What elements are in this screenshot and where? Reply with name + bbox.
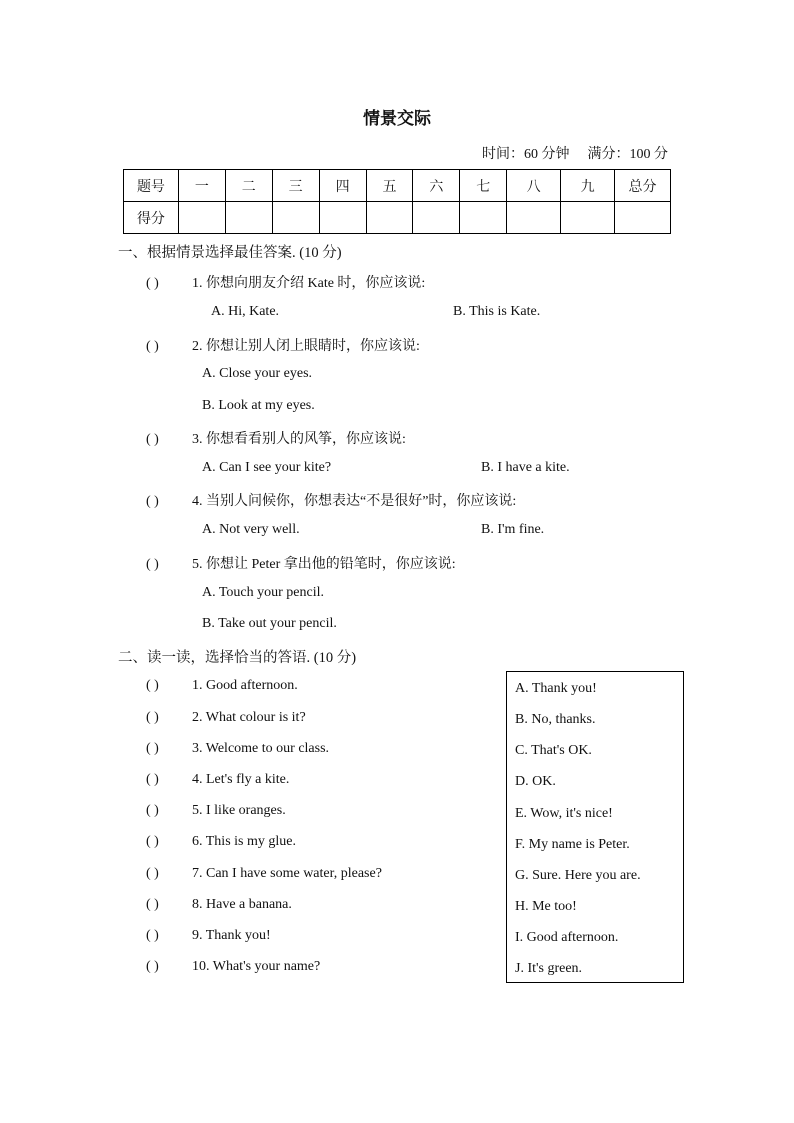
s1-q3-option-b: B. I have a kite.	[481, 460, 570, 475]
score-cell[interactable]	[178, 202, 225, 234]
question-text: 5. I like oranges.	[192, 803, 286, 818]
score-cell[interactable]	[460, 202, 507, 234]
s2-question-8	[146, 897, 292, 913]
score-table-score-row	[124, 202, 671, 234]
question-text: 4. 当别人问候你，你想表达“不是很好”时，你应该说:	[192, 494, 517, 509]
score-header-cell: 九	[561, 170, 615, 202]
exam-meta	[0, 143, 668, 163]
s2-question-3	[146, 741, 329, 757]
score-cell[interactable]	[319, 202, 366, 234]
answer-blank[interactable]: ( )	[146, 557, 159, 572]
question-text: 3. Welcome to our class.	[192, 741, 330, 756]
page-title: 情景交际	[363, 109, 431, 129]
score-table	[123, 169, 671, 234]
answer-option: F. My name is Peter.	[515, 837, 630, 852]
s1-q4-option-b: B. I'm fine.	[481, 522, 545, 537]
s1-q2-option-a: A. Close your eyes.	[202, 366, 313, 381]
score-cell[interactable]	[272, 202, 319, 234]
answer-blank[interactable]: ( )	[146, 959, 159, 974]
question-text: 8. Have a banana.	[192, 897, 292, 912]
answer-blank[interactable]: ( )	[146, 834, 159, 849]
question-text: 5. 你想让 Peter 拿出他的铅笔时，你应该说:	[192, 557, 456, 572]
answer-options-box	[506, 671, 684, 983]
full-score: 满分：100 分	[587, 147, 668, 162]
score-header-cell: 题号	[124, 170, 179, 202]
question-text: 1. Good afternoon.	[192, 678, 298, 693]
s1-q1-option-a: A. Hi, Kate.	[211, 304, 280, 319]
s2-question-1	[146, 678, 298, 694]
section-2-heading: 二、读一读，选择恰当的答语. (10 分)	[118, 650, 357, 666]
s1-question-3	[146, 428, 406, 448]
answer-blank[interactable]: ( )	[146, 928, 159, 943]
score-cell[interactable]	[615, 202, 671, 234]
s2-question-4	[146, 772, 289, 788]
question-text: 1. 你想向朋友介绍 Kate 时，你应该说:	[192, 276, 426, 291]
answer-option: H. Me too!	[515, 899, 577, 914]
score-row-label: 得分	[124, 202, 179, 234]
answer-option: C. That's OK.	[515, 743, 592, 758]
score-header-cell: 五	[366, 170, 413, 202]
score-cell[interactable]	[507, 202, 561, 234]
s1-q5-option-a: A. Touch your pencil.	[202, 585, 325, 600]
time-limit: 时间：60 分钟	[482, 147, 570, 162]
score-cell[interactable]	[225, 202, 272, 234]
question-text: 10. What's your name?	[192, 959, 321, 974]
score-header-cell: 二	[225, 170, 272, 202]
answer-blank[interactable]: ( )	[146, 866, 159, 881]
score-header-cell: 八	[507, 170, 561, 202]
answer-blank[interactable]: ( )	[146, 339, 159, 354]
score-cell[interactable]	[366, 202, 413, 234]
question-text: 6. This is my glue.	[192, 834, 296, 849]
score-header-cell: 一	[178, 170, 225, 202]
score-cell[interactable]	[413, 202, 460, 234]
score-cell[interactable]	[561, 202, 615, 234]
score-header-cell: 六	[413, 170, 460, 202]
s2-question-9	[146, 928, 271, 944]
answer-blank[interactable]: ( )	[146, 897, 159, 912]
question-text: 3. 你想看看别人的风筝，你应该说:	[192, 432, 406, 447]
answer-blank[interactable]: ( )	[146, 678, 159, 693]
answer-blank[interactable]: ( )	[146, 276, 159, 291]
answer-option: E. Wow, it's nice!	[515, 806, 613, 821]
s2-question-10	[146, 959, 320, 975]
answer-option: I. Good afternoon.	[515, 930, 619, 945]
score-header-cell: 总分	[615, 170, 671, 202]
question-text: 2. What colour is it?	[192, 710, 306, 725]
score-header-cell: 七	[460, 170, 507, 202]
s2-question-2	[146, 710, 306, 726]
section-1-heading: 一、根据情景选择最佳答案. (10 分)	[118, 245, 342, 261]
s2-question-5	[146, 803, 286, 819]
s2-question-7	[146, 866, 382, 882]
score-table-header-row	[124, 170, 671, 202]
answer-blank[interactable]: ( )	[146, 772, 159, 787]
s1-q2-option-b: B. Look at my eyes.	[202, 398, 315, 413]
s1-q4-option-a: A. Not very well.	[202, 522, 300, 537]
answer-blank[interactable]: ( )	[146, 741, 159, 756]
question-text: 9. Thank you!	[192, 928, 271, 943]
score-header-cell: 三	[272, 170, 319, 202]
answer-option: A. Thank you!	[515, 681, 597, 696]
question-text: 7. Can I have some water, please?	[192, 866, 382, 881]
answer-blank[interactable]: ( )	[146, 494, 159, 509]
s1-question-2	[146, 335, 420, 355]
score-header-cell: 四	[319, 170, 366, 202]
s2-question-6	[146, 834, 296, 850]
s1-question-4	[146, 490, 516, 510]
answer-blank[interactable]: ( )	[146, 710, 159, 725]
s1-q5-option-b: B. Take out your pencil.	[202, 616, 337, 631]
s1-question-5	[146, 553, 456, 573]
answer-option: D. OK.	[515, 774, 556, 789]
answer-blank[interactable]: ( )	[146, 432, 159, 447]
s1-q1-option-b: B. This is Kate.	[453, 304, 541, 319]
s1-q3-option-a: A. Can I see your kite?	[202, 460, 332, 475]
question-text: 2. 你想让别人闭上眼睛时，你应该说:	[192, 339, 420, 354]
answer-option: J. It's green.	[515, 961, 583, 976]
answer-blank[interactable]: ( )	[146, 803, 159, 818]
answer-option: G. Sure. Here you are.	[515, 868, 641, 883]
answer-option: B. No, thanks.	[515, 712, 596, 727]
s1-question-1	[146, 272, 425, 292]
question-text: 4. Let's fly a kite.	[192, 772, 290, 787]
